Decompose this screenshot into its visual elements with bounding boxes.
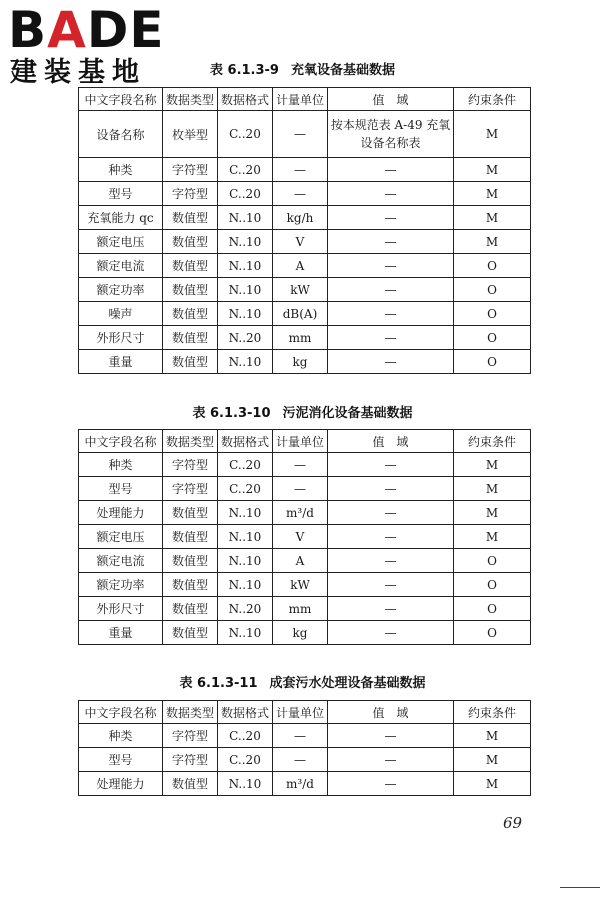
table-cell: 型号 <box>79 748 163 772</box>
table-cell: O <box>454 621 531 645</box>
table-row <box>79 230 531 254</box>
table-cell: 种类 <box>79 724 163 748</box>
table-cell: O <box>454 549 531 573</box>
table-cell: 数值型 <box>163 772 218 796</box>
table-cell: — <box>328 302 454 326</box>
table-cell: 数值型 <box>163 549 218 573</box>
table-cell: N..20 <box>218 326 273 350</box>
table-cell: — <box>328 525 454 549</box>
table-cell: — <box>328 182 454 206</box>
table-cell: A <box>273 254 328 278</box>
table-cell: O <box>454 573 531 597</box>
table-cell: kW <box>273 278 328 302</box>
logo-subtitle: 建装基地 <box>10 57 146 88</box>
table-cell: — <box>328 158 454 182</box>
table-row <box>79 621 531 645</box>
table-cell: N..20 <box>218 597 273 621</box>
table-row <box>79 158 531 182</box>
table-cell: kW <box>273 573 328 597</box>
table-cell: — <box>328 724 454 748</box>
table-title: 充氧设备基础数据 <box>290 63 395 78</box>
table-row <box>79 573 531 597</box>
table-cell: M <box>454 206 531 230</box>
table-cell: 数值型 <box>163 206 218 230</box>
table-cell: C..20 <box>218 724 273 748</box>
table-cell: 额定电流 <box>79 254 163 278</box>
table-cell: — <box>273 182 328 206</box>
header-cell: 数据类型 <box>163 430 218 453</box>
table-cell: N..10 <box>218 621 273 645</box>
table-cell: 额定功率 <box>79 573 163 597</box>
table-cell: C..20 <box>218 111 273 158</box>
table-caption <box>75 63 530 79</box>
table-cell: M <box>454 477 531 501</box>
table-caption <box>75 676 530 692</box>
table-cell: — <box>328 230 454 254</box>
table-cell: 数值型 <box>163 597 218 621</box>
table-cell: M <box>454 111 531 158</box>
table-cell: N..10 <box>218 254 273 278</box>
table-number: 表 6.1.3-9 <box>210 63 279 78</box>
table-cell: 处理能力 <box>79 501 163 525</box>
table-cell: dB(A) <box>273 302 328 326</box>
table-row <box>79 772 531 796</box>
table-row <box>79 302 531 326</box>
table-cell: O <box>454 326 531 350</box>
table-row <box>79 326 531 350</box>
table-packaged-sewage-treatment-equipment <box>78 700 531 796</box>
header-cell: 数据格式 <box>218 430 273 453</box>
table-cell: C..20 <box>218 477 273 501</box>
header-cell: 数据类型 <box>163 701 218 724</box>
table-cell: N..10 <box>218 278 273 302</box>
table-cell: — <box>328 597 454 621</box>
header-cell: 约束条件 <box>454 88 531 111</box>
table-cell: 数值型 <box>163 621 218 645</box>
logo-wordmark: BADE <box>8 1 165 59</box>
table-row <box>79 350 531 374</box>
table-cell: M <box>454 182 531 206</box>
header-cell: 约束条件 <box>454 430 531 453</box>
table-cell: C..20 <box>218 748 273 772</box>
table-cell: 数值型 <box>163 302 218 326</box>
table-cell: A <box>273 549 328 573</box>
header-cell: 计量单位 <box>273 88 328 111</box>
table-cell: C..20 <box>218 453 273 477</box>
table-cell: N..10 <box>218 549 273 573</box>
table-cell: — <box>328 772 454 796</box>
table-cell: — <box>328 453 454 477</box>
table-cell: 额定电压 <box>79 525 163 549</box>
table-cell: 数值型 <box>163 278 218 302</box>
table-cell: — <box>273 111 328 158</box>
table-cell: — <box>328 549 454 573</box>
table-row <box>79 206 531 230</box>
table-cell: 数值型 <box>163 501 218 525</box>
table-row <box>79 453 531 477</box>
table-cell: V <box>273 525 328 549</box>
table-row <box>79 278 531 302</box>
table-cell: — <box>328 621 454 645</box>
page-number: 69 <box>503 814 523 832</box>
header-cell: 数据类型 <box>163 88 218 111</box>
table-row <box>79 597 531 621</box>
table-row <box>79 477 531 501</box>
table-cell: — <box>273 724 328 748</box>
table-cell: 噪声 <box>79 302 163 326</box>
table-cell: 字符型 <box>163 724 218 748</box>
table-sludge-digestion-equipment <box>78 429 531 645</box>
table-cell: 外形尺寸 <box>79 597 163 621</box>
header-cell: 值 域 <box>328 88 454 111</box>
table-cell: mm <box>273 597 328 621</box>
header-cell: 值 域 <box>328 430 454 453</box>
table-cell: 型号 <box>79 477 163 501</box>
table-row <box>79 111 531 158</box>
table-cell: — <box>328 206 454 230</box>
table-cell: — <box>328 278 454 302</box>
table-cell: O <box>454 254 531 278</box>
table-cell: 重量 <box>79 621 163 645</box>
table-caption <box>75 406 530 422</box>
table-cell: N..10 <box>218 573 273 597</box>
table-cell: — <box>328 573 454 597</box>
table-cell: M <box>454 748 531 772</box>
table-cell: M <box>454 501 531 525</box>
table-cell: m³/d <box>273 501 328 525</box>
table-cell: kg/h <box>273 206 328 230</box>
table-cell: 数值型 <box>163 350 218 374</box>
table-cell: — <box>328 254 454 278</box>
table-cell: 型号 <box>79 182 163 206</box>
table-cell: O <box>454 278 531 302</box>
table-cell: 字符型 <box>163 748 218 772</box>
table-number: 表 6.1.3-11 <box>179 676 258 691</box>
table-cell: m³/d <box>273 772 328 796</box>
table-number: 表 6.1.3-10 <box>192 406 271 421</box>
table-title: 成套污水处理设备基础数据 <box>269 676 426 691</box>
table-cell: 额定电压 <box>79 230 163 254</box>
table-cell: N..10 <box>218 302 273 326</box>
table-cell: 字符型 <box>163 453 218 477</box>
table-cell: M <box>454 772 531 796</box>
table-cell: N..10 <box>218 525 273 549</box>
table-cell: 字符型 <box>163 182 218 206</box>
table-cell: — <box>273 158 328 182</box>
table-cell: M <box>454 158 531 182</box>
table-cell: 处理能力 <box>79 772 163 796</box>
corner-rule <box>560 887 600 888</box>
table-cell: — <box>328 501 454 525</box>
table-cell: N..10 <box>218 501 273 525</box>
header-cell: 中文字段名称 <box>79 701 163 724</box>
table-cell: N..10 <box>218 350 273 374</box>
table-cell: O <box>454 302 531 326</box>
table-cell: — <box>328 350 454 374</box>
table-cell: 字符型 <box>163 477 218 501</box>
table-cell: 字符型 <box>163 158 218 182</box>
table-cell: M <box>454 230 531 254</box>
table-cell: 额定电流 <box>79 549 163 573</box>
table-cell: kg <box>273 350 328 374</box>
header-cell: 计量单位 <box>273 430 328 453</box>
table-cell: — <box>273 477 328 501</box>
table-row <box>79 525 531 549</box>
table-cell: V <box>273 230 328 254</box>
table-cell: 设备名称 <box>79 111 163 158</box>
table-cell: 数值型 <box>163 254 218 278</box>
header-cell: 中文字段名称 <box>79 88 163 111</box>
header-cell: 约束条件 <box>454 701 531 724</box>
table-cell: 数值型 <box>163 573 218 597</box>
table-cell: — <box>328 326 454 350</box>
table-cell: 充氧能力 qc <box>79 206 163 230</box>
table-cell: 重量 <box>79 350 163 374</box>
table-cell: 数值型 <box>163 525 218 549</box>
table-cell: O <box>454 350 531 374</box>
table-cell: 种类 <box>79 158 163 182</box>
table-cell: — <box>273 748 328 772</box>
table-row <box>79 724 531 748</box>
table-cell: C..20 <box>218 158 273 182</box>
header-cell: 计量单位 <box>273 701 328 724</box>
table-row <box>79 182 531 206</box>
header-cell: 中文字段名称 <box>79 430 163 453</box>
table-cell: — <box>328 748 454 772</box>
table-cell: 数值型 <box>163 326 218 350</box>
table-cell: N..10 <box>218 206 273 230</box>
table-oxygenation-equipment <box>78 87 531 374</box>
table-row <box>79 254 531 278</box>
table-cell: O <box>454 597 531 621</box>
header-cell: 数据格式 <box>218 701 273 724</box>
table-cell: 额定功率 <box>79 278 163 302</box>
table-cell: M <box>454 453 531 477</box>
table-cell: C..20 <box>218 182 273 206</box>
header-cell: 数据格式 <box>218 88 273 111</box>
table-row <box>79 501 531 525</box>
table-cell: M <box>454 724 531 748</box>
table-cell: — <box>273 453 328 477</box>
table-cell: 种类 <box>79 453 163 477</box>
table-cell: M <box>454 525 531 549</box>
header-cell: 值 域 <box>328 701 454 724</box>
table-cell: 按本规范表 A-49 充氧设备名称表 <box>328 111 454 158</box>
table-cell: 数值型 <box>163 230 218 254</box>
table-cell: mm <box>273 326 328 350</box>
table-cell: N..10 <box>218 772 273 796</box>
table-cell: — <box>328 477 454 501</box>
table-cell: kg <box>273 621 328 645</box>
table-cell: 枚举型 <box>163 111 218 158</box>
table-row <box>79 549 531 573</box>
table-row <box>79 748 531 772</box>
table-cell: 外形尺寸 <box>79 326 163 350</box>
table-cell: N..10 <box>218 230 273 254</box>
table-title: 污泥消化设备基础数据 <box>282 406 413 421</box>
